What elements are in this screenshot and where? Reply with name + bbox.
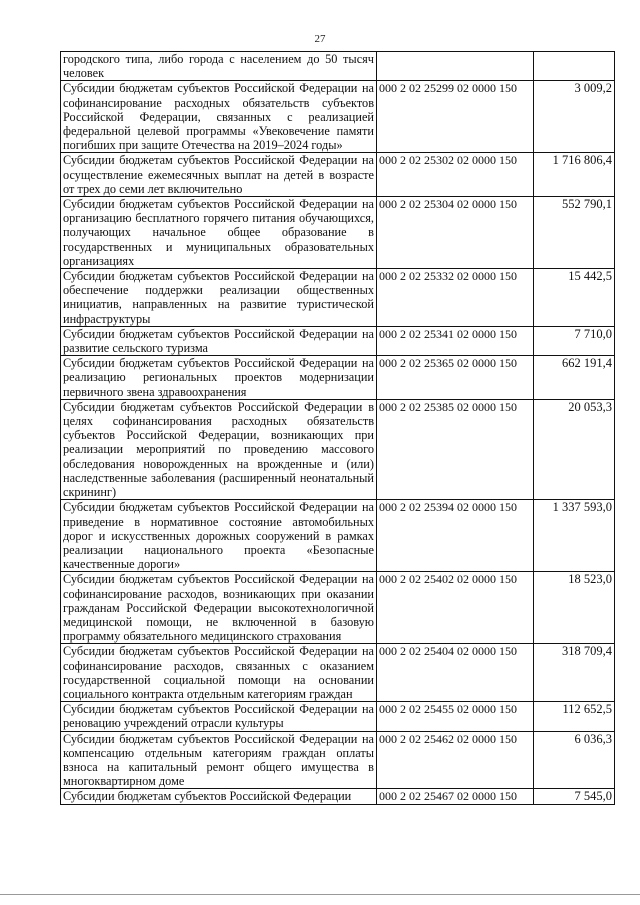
table-row [61,399,615,499]
description-cell: Субсидии бюджетам субъектов Российской Федерации в целях софинансирования расходных обязательств субъектов Российской Федерации, возникающих при реализации мероприятий по проведению массового обследования новорожденных на врожденные и (или) наследственные заболевания (расширенный неонатальный скрининг) [61,399,377,499]
budget-code-cell: 000 2 02 25455 02 0000 150 [377,702,534,731]
table-row [61,197,615,269]
amount-cell: 20 053,3 [534,399,615,499]
amount-cell: 7 545,0 [534,789,615,804]
amount-cell: 3 009,2 [534,81,615,153]
amount-cell: 1 716 806,4 [534,153,615,197]
amount-cell: 7 710,0 [534,326,615,355]
budget-code-cell: 000 2 02 25302 02 0000 150 [377,153,534,197]
budget-code-cell: 000 2 02 25462 02 0000 150 [377,731,534,789]
table-row [61,572,615,644]
table-row [61,789,615,804]
description-cell: Субсидии бюджетам субъектов Российской Федерации на развитие сельского туризма [61,326,377,355]
amount-cell: 1 337 593,0 [534,500,615,572]
table-row [61,52,615,81]
table-row [61,500,615,572]
table-row [61,326,615,355]
budget-code-cell: 000 2 02 25404 02 0000 150 [377,644,534,702]
description-cell: Субсидии бюджетам субъектов Российской Федерации [61,789,377,804]
description-cell: Субсидии бюджетам субъектов Российской Федерации на реновацию учреждений отрасли культуры [61,702,377,731]
table-row [61,153,615,197]
budget-code-cell: 000 2 02 25402 02 0000 150 [377,572,534,644]
amount-cell: 15 442,5 [534,269,615,327]
description-cell: Субсидии бюджетам субъектов Российской Федерации на софинансирование расходов, связанных с оказанием государственной социальной помощи на основании социального контракта отдельным категориям граждан [61,644,377,702]
table-row [61,702,615,731]
description-cell: Субсидии бюджетам субъектов Российской Федерации на приведение в нормативное состояние автомобильных дорог и искусственных дорожных сооружений в рамках реализации национального проекта «Безопасные качественные дороги» [61,500,377,572]
budget-code-cell: 000 2 02 25299 02 0000 150 [377,81,534,153]
budget-code-cell: 000 2 02 25385 02 0000 150 [377,399,534,499]
amount-cell: 112 652,5 [534,702,615,731]
budget-code-cell: 000 2 02 25365 02 0000 150 [377,356,534,400]
amount-cell: 18 523,0 [534,572,615,644]
budget-code-cell [377,52,534,81]
description-cell: Субсидии бюджетам субъектов Российской Федерации на софинансирование расходов, возникающих при оказании гражданам Российской Федерации высокотехнологичной медицинской помощи, не включенной в базовую программу обязательного медицинского страхования [61,572,377,644]
amount-cell: 662 191,4 [534,356,615,400]
budget-code-cell: 000 2 02 25467 02 0000 150 [377,789,534,804]
table-body [61,52,615,805]
table-row [61,731,615,789]
budget-table [60,51,615,805]
description-cell: Субсидии бюджетам субъектов Российской Федерации на обеспечение поддержки реализации общественных инициатив, направленных на развитие туристической инфраструктуры [61,269,377,327]
budget-code-cell: 000 2 02 25394 02 0000 150 [377,500,534,572]
description-cell: Субсидии бюджетам субъектов Российской Федерации на осуществление ежемесячных выплат на детей в возрасте от трех до семи лет включительно [61,153,377,197]
table-row [61,269,615,327]
description-cell: Субсидии бюджетам субъектов Российской Федерации на реализацию региональных проектов модернизации первичного звена здравоохранения [61,356,377,400]
amount-cell [534,52,615,81]
description-cell: городского типа, либо города с населением до 50 тысяч человек [61,52,377,81]
description-cell: Субсидии бюджетам субъектов Российской Федерации на софинансирование расходных обязательств субъектов Российской Федерации, связанных с реализацией федеральной целевой программы «Увековечение памяти погибших при защите Отечества на 2019–2024 годы» [61,81,377,153]
description-cell: Субсидии бюджетам субъектов Российской Федерации на организацию бесплатного горячего питания обучающихся, получающих начальное общее образование в государственных и муниципальных образовательных организациях [61,197,377,269]
amount-cell: 552 790,1 [534,197,615,269]
budget-code-cell: 000 2 02 25304 02 0000 150 [377,197,534,269]
budget-code-cell: 000 2 02 25332 02 0000 150 [377,269,534,327]
amount-cell: 6 036,3 [534,731,615,789]
page-edge-line [0,894,640,895]
table-row [61,81,615,153]
page-number: 27 [314,33,326,45]
table-row [61,356,615,400]
budget-code-cell: 000 2 02 25341 02 0000 150 [377,326,534,355]
table-row [61,644,615,702]
description-cell: Субсидии бюджетам субъектов Российской Федерации на компенсацию отдельным категориям граждан оплаты взноса на капитальный ремонт общего имущества в многоквартирном доме [61,731,377,789]
amount-cell: 318 709,4 [534,644,615,702]
